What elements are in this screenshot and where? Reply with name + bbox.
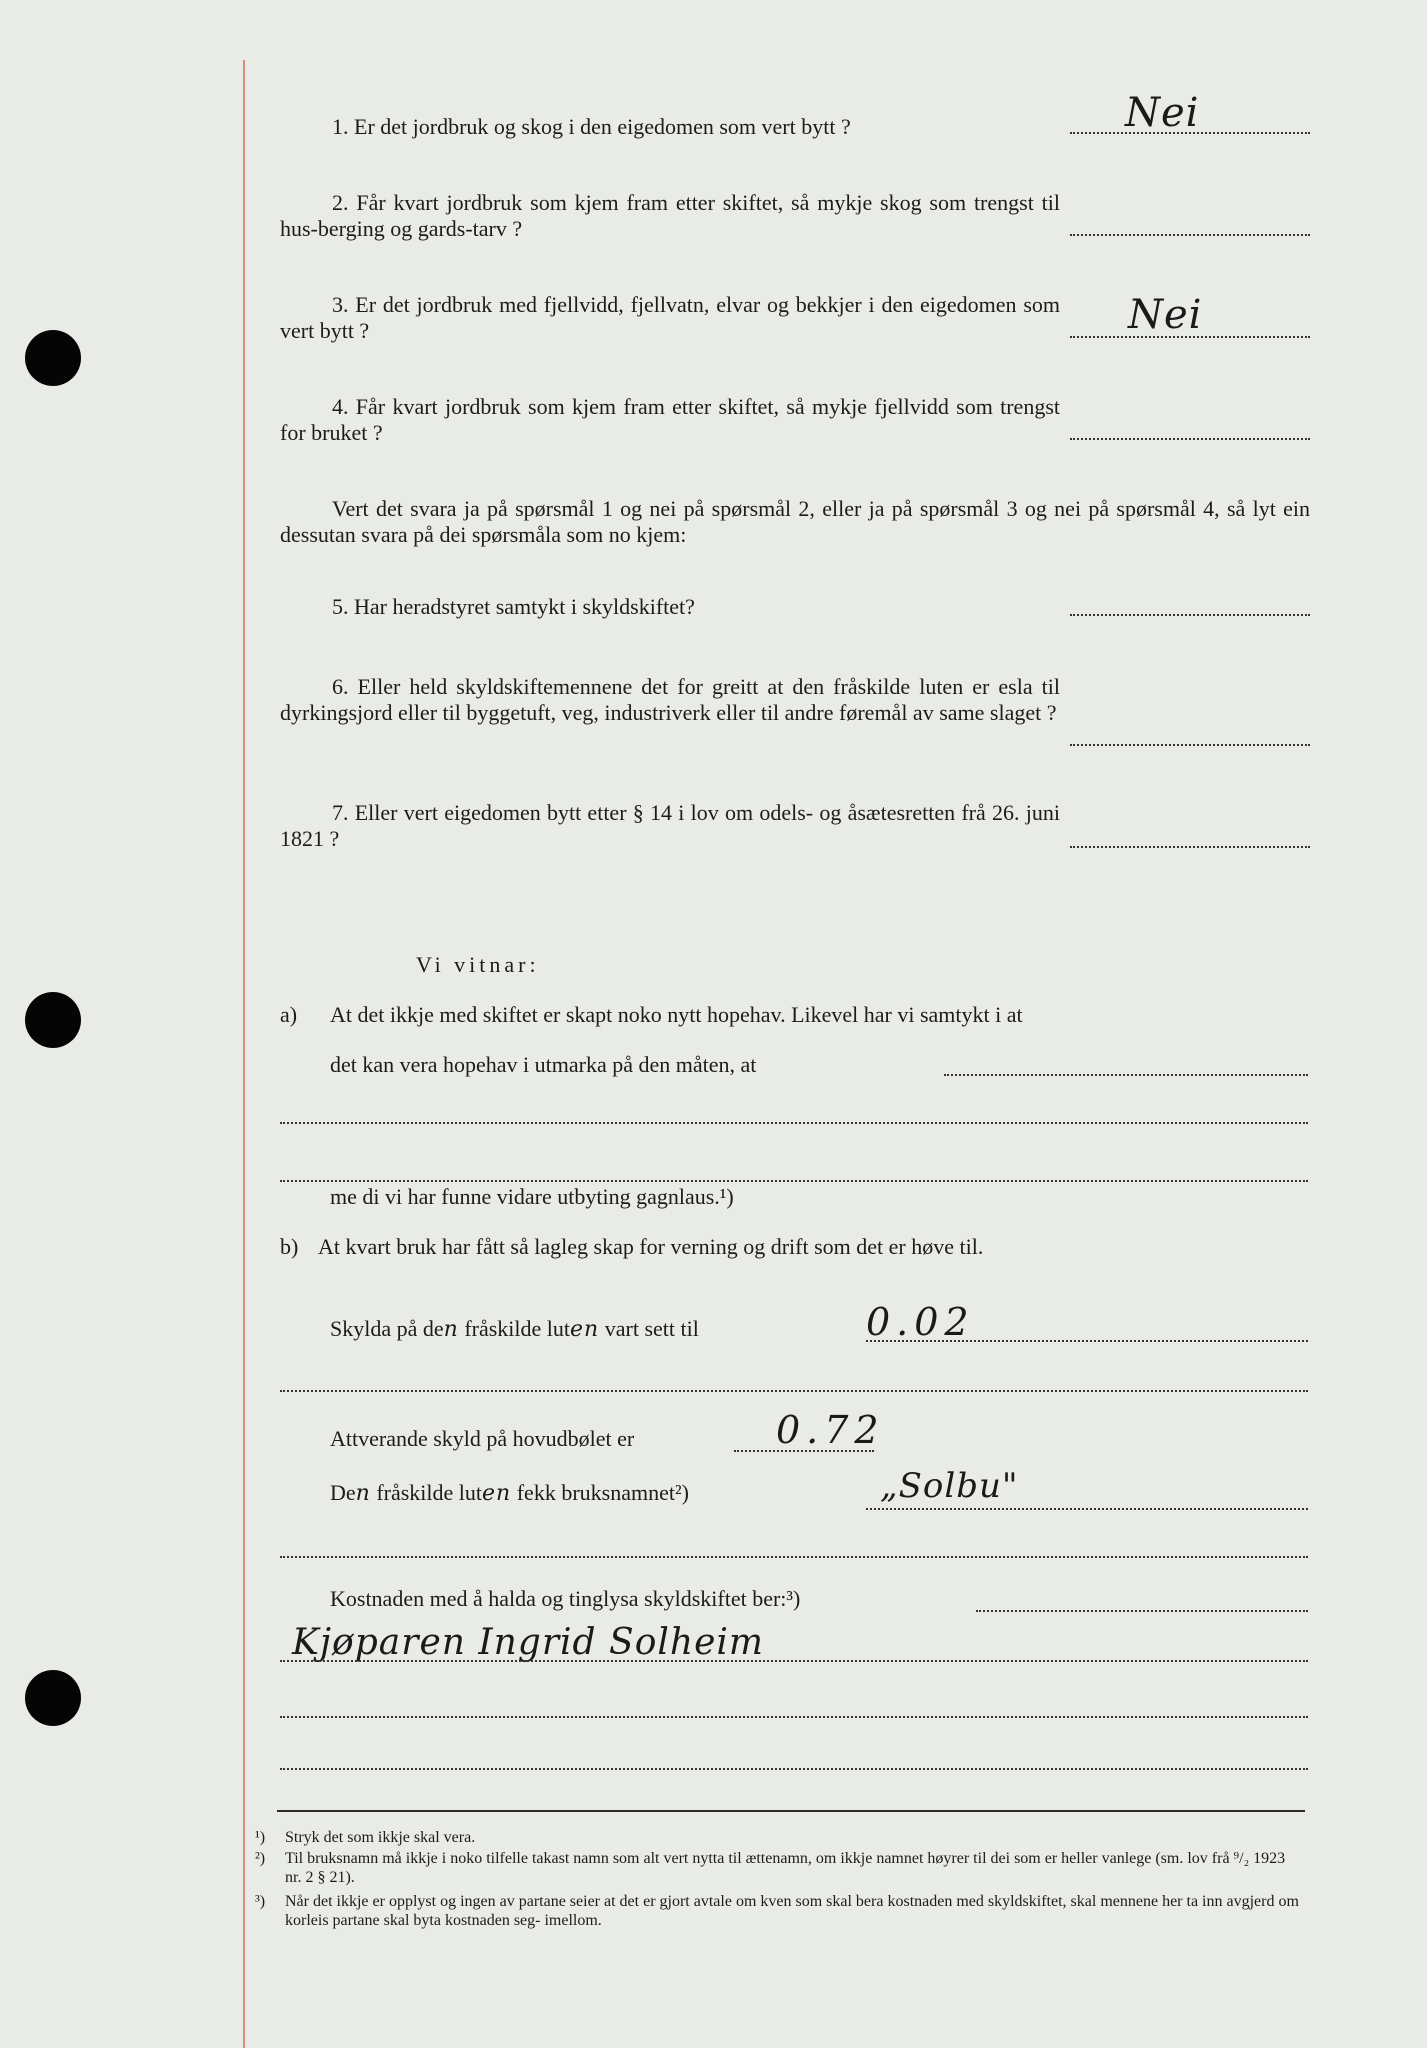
skylda-value-handwritten: 0.02 — [866, 1300, 975, 1344]
answer-line-2 — [1070, 234, 1310, 236]
bruksnamn-label-part2: fråskilde lut — [370, 1480, 483, 1505]
witness-a-line1: At det ikkje med skiftet er skapt noko nytt hopehav. Likevel har vi samtykt i at — [330, 1002, 1023, 1027]
question-1 — [280, 114, 1060, 140]
answer-line-7 — [1070, 846, 1310, 848]
hopehav-line-2 — [280, 1122, 1308, 1124]
answer-1-handwritten: Nei — [1125, 90, 1200, 136]
footnote-3-number: ³) — [255, 1893, 266, 1910]
kostnad-value-handwritten: Kjøparen Ingrid Solheim — [292, 1622, 765, 1663]
kostnad-label: Kostnaden med å halda og tinglysa skyldskiftet ber:³) — [330, 1586, 801, 1611]
question-2-text: 2. Får kvart jordbruk som kjem fram etter skiftet, så mykje skog som trengst til hus-berging og gards-tarv ? — [280, 190, 1060, 241]
question-3 — [280, 292, 1060, 344]
bruksnamn-line — [866, 1508, 1308, 1510]
bruksnamn-label-part3: fekk bruksnamnet²) — [511, 1480, 689, 1505]
question-4-text: 4. Får kvart jordbruk som kjem fram etter skiftet, så mykje fjellvidd som trengst for bruket ? — [280, 394, 1060, 445]
bruksnamn-handwritten-en: en — [482, 1481, 512, 1506]
attverande-label: Attverande skyld på hovudbølet er — [330, 1426, 635, 1451]
question-4 — [280, 394, 1060, 446]
answer-line-6 — [1070, 744, 1310, 746]
question-7-text: 7. Eller vert eigedomen bytt etter § 14 i lov om odels- og åsætesretten frå 26. juni 1821 ? — [280, 800, 1060, 851]
witness-heading: Vi vitnar: — [416, 952, 540, 977]
witness-a-line3: me di vi har funne vidare utbyting gagnlaus.¹) — [330, 1184, 734, 1209]
witness-a-label: a) — [280, 1002, 298, 1027]
witness-b-label: b) — [280, 1234, 299, 1259]
punch-hole-top — [25, 330, 81, 386]
question-7 — [280, 800, 1060, 852]
footnote-3-text: Når det ikkje er opplyst og ingen av partane seier at det er gjort avtale om kven som skal bera kostnaden med skyldskiftet, skal mennene her ta inn avgjerd om korleis partane skal byta kostnaden seg- imellom. — [285, 1893, 1299, 1929]
punch-hole-middle — [25, 992, 81, 1048]
skylda-handwritten-n: n — [443, 1317, 459, 1342]
hopehav-line-3 — [280, 1180, 1308, 1182]
skylda-label-part2: fråskilde lut — [458, 1316, 571, 1341]
footnote-2-text: Til bruksnamn må ikkje i noko tilfelle takast namn som alt vert nytta til ættenamn, om ikkje namnet høyrer til dei som er heller vanlege (sm. lov frå ⁹/₂ 1923 nr. 2 § 21). — [285, 1850, 1286, 1886]
footnote-1-number: ¹) — [255, 1829, 266, 1846]
footnote-rule — [277, 1810, 1305, 1812]
skylda-line-2 — [280, 1390, 1308, 1392]
answer-line-5 — [1070, 614, 1310, 616]
bruksnamn-label — [330, 1480, 689, 1507]
skylda-handwritten-en: en — [570, 1317, 600, 1342]
intro-text: Vert det svara ja på spørsmål 1 og nei på spørsmål 2, eller ja på spørsmål 3 og nei på spørsmål 4, så lyt ein dessutan svara på dei spørsmåla som no kjem: — [280, 496, 1310, 547]
footnote-1 — [255, 1828, 1305, 1847]
bruksnamn-label-part1: De — [330, 1480, 356, 1505]
kostnad-line-3 — [280, 1716, 1308, 1718]
answer-3-handwritten: Nei — [1128, 292, 1203, 338]
question-5-text: 5. Har heradstyret samtykt i skyldskiftet? — [332, 594, 695, 619]
attverande-value-handwritten: 0.72 — [776, 1408, 885, 1452]
skylda-label — [330, 1316, 699, 1343]
question-3-text: 3. Er det jordbruk med fjellvidd, fjellvatn, elvar og bekkjer i den eigedomen som vert bytt ? — [280, 292, 1060, 343]
footnote-3 — [255, 1892, 1305, 1930]
kostnad-line-2 — [280, 1660, 1308, 1662]
witness-a-line2: det kan vera hopehav i utmarka på den måten, at — [330, 1052, 757, 1077]
skylda-label-part1: Skylda på de — [330, 1316, 444, 1341]
kostnad-line-4 — [280, 1768, 1308, 1770]
intro-paragraph — [280, 496, 1310, 548]
footnote-2-number: ²) — [255, 1850, 266, 1867]
skylda-label-part3: vart sett til — [599, 1316, 699, 1341]
hopehav-line-1 — [944, 1074, 1308, 1076]
question-1-text: 1. Er det jordbruk og skog i den eigedomen som vert bytt ? — [332, 114, 851, 139]
kostnad-line — [976, 1610, 1308, 1612]
question-6-text: 6. Eller held skyldskiftemennene det for greitt at den fråskilde luten er esla til dyrkingsjord eller til byggetuft, veg, industriverk eller til andre føremål av same slaget ? — [280, 674, 1060, 725]
bruksnamn-value-handwritten: „Solbu" — [880, 1466, 1019, 1506]
answer-line-4 — [1070, 438, 1310, 440]
question-2 — [280, 190, 1060, 242]
margin-line — [243, 60, 245, 2048]
bruksnamn-handwritten-n: n — [355, 1481, 371, 1506]
bruksnamn-line-2 — [280, 1556, 1308, 1558]
footnote-1-text: Stryk det som ikkje skal vera. — [285, 1829, 476, 1846]
question-5 — [280, 594, 1060, 620]
punch-hole-bottom — [25, 1670, 81, 1726]
question-6 — [280, 674, 1060, 726]
witness-b-line: At kvart bruk har fått så lagleg skap for verning og drift som det er høve til. — [318, 1234, 984, 1259]
footnote-2 — [255, 1849, 1305, 1887]
